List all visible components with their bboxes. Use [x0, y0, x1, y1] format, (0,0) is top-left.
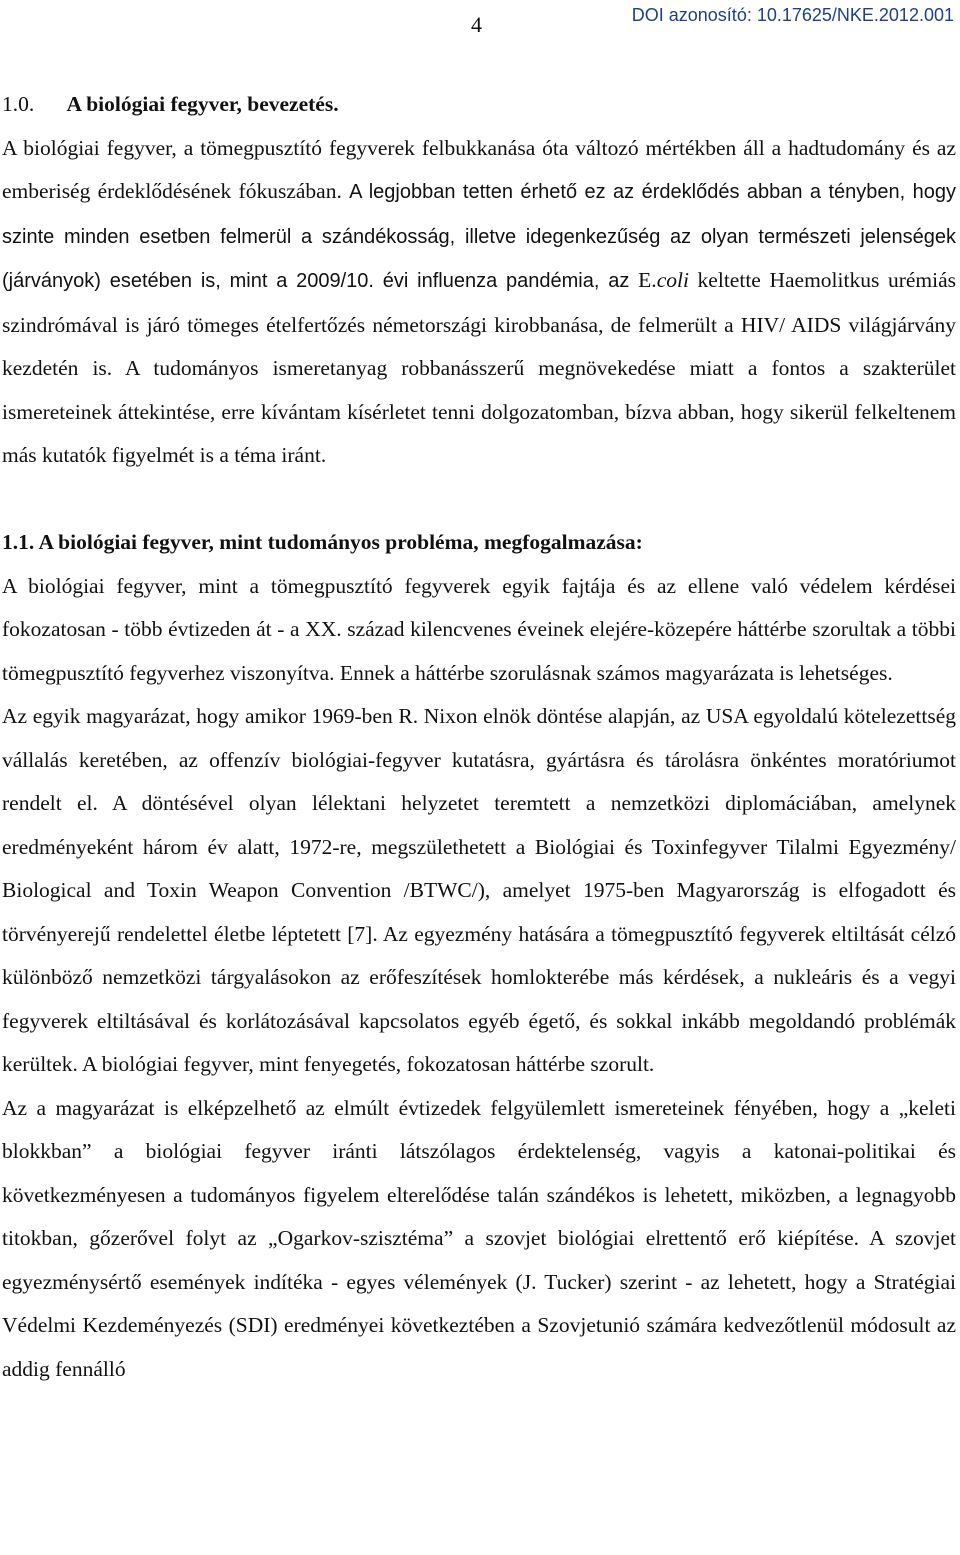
spacer	[2, 478, 956, 522]
page-number: 4	[471, 12, 482, 37]
section-heading-1-1	[2, 521, 956, 565]
text-run: A legjobban tetten érhető ez az érdeklődés abban a tényben, hogy szinte minden esetben felmerül a szándékosság, illetve idegenkezűség az olyan természeti jelenségek (járványok) esetében is, mint a 2009/10. évi influenza pandémia, az	[2, 181, 956, 292]
paragraph: A biológiai fegyver, mint a tömegpusztító fegyverek egyik fajtája és az ellene való védelem kérdései fokozatosan - több évtizeden át - a XX. század kilencvenes éveinek elejére-közepére háttérbe szorultak a többi tömegpusztító fegyverhez viszonyítva. Ennek a háttérbe szorulásnak számos magyarázata is lehetséges.	[2, 573, 956, 685]
section-title: A biológiai fegyver, bevezetés.	[66, 92, 339, 116]
paragraph: Az egyik magyarázat, hogy amikor 1969-ben R. Nixon elnök döntése alapján, az USA egyoldalú kötelezettség vállalás keretében, az offenzív biológiai-fegyver kutatásra, gyártásra és tárolásra önkéntes moratóriumot rendelt el. A döntésével olyan lélektani helyzetet teremtett a nemzetközi diplomáciában, amelynek eredményeként három év alatt, 1972-re, megszülethetett a Biológiai és Toxinfegyver Tilalmi Egyezmény/ Biological and Toxin Weapon Convention /BTWC/), amelyet 1975-ben Magyarország is elfogadott és törvényerejű rendelettel életbe léptetett [7]. Az egyezmény hatására a tömegpusztító fegyverek eltiltását célzó különböző nemzetközi tárgyalásokon az erőfeszítések homlokterébe más kérdések, a nukleáris és a vegyi fegyverek eltiltásával és korlátozásával kapcsolatos egyéb égető, és sokkal inkább megoldandó problémák kerültek. A biológiai fegyver, mint fenyegetés, fokozatosan háttérbe szorult.	[2, 704, 956, 1076]
italic-term: coli	[656, 268, 689, 292]
paragraph-intro	[2, 127, 956, 478]
section-number: 1.0.	[2, 92, 35, 116]
text-run: A biológiai fegyver, a tömegpusztító fegyverek felbukkanása óta változó mértékben áll a hadtudomány és az emberiség érdeklődésének fókuszában.	[2, 135, 956, 203]
section-title: A biológiai fegyver, mint tudományos probléma, megfogalmazása:	[38, 530, 643, 554]
document-body	[2, 83, 956, 1391]
paragraph: Az a magyarázat is elképzelhető az elmúlt évtizedek felgyülemlett ismereteinek fényében, hogy a „keleti blokkban” a biológiai fegyver iránti látszólagos érdektelenség, vagyis a katonai-politikai és következményesen a tudományos figyelem elterelődése talán szándékos is lehetett, miközben, a legnagyobb titokban, gőzerővel folyt az „Ogarkov-szisztéma” a szovjet biológiai elrettentő erő kiépítése. A szovjet egyezménysértő események indítéka - egyes vélemények (J. Tucker) szerint - az lehetett, hogy a Stratégiai Védelmi Kezdeményezés (SDI) eredményei következtében a Szovjetunió számára kedvezőtlenül módosult az addig fennálló	[2, 1095, 956, 1381]
text-run: keltette Haemolitkus urémiás szindrómával is járó tömeges ételfertőzés németországi kirobbanása, de felmerült a HIV/ AIDS világjárvány kezdetén is. A tudományos ismeretanyag robbanásszerű megnövekedése miatt a fontos a szakterület ismereteinek áttekintése, erre kívántam kísérletet tenni dolgozatomban, bízva abban, hogy sikerül felkeltenem más kutatók figyelmét is a téma iránt.	[2, 268, 957, 467]
section-heading-1-0	[2, 83, 956, 127]
section-number: 1.1.	[2, 530, 35, 554]
doi-identifier: DOI azonosító: 10.17625/NKE.2012.001	[631, 5, 954, 25]
text-run: E.	[638, 268, 657, 292]
